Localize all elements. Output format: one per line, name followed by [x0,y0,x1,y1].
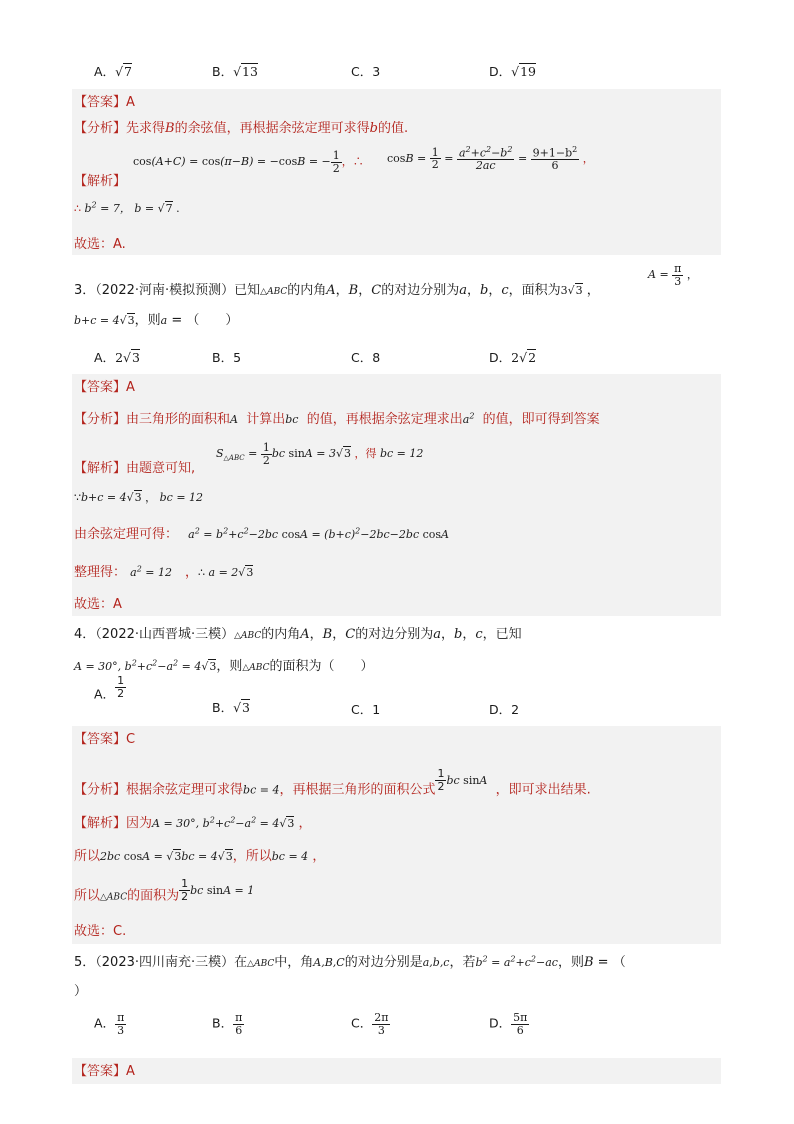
q2-option-b: B．√13 [212,64,258,79]
q3-conclusion: 故选：A [74,597,122,612]
q5-option-c: C． $\frac{2\pi}{3}$ [351,1011,389,1037]
q2-option-d: D．√19 [489,64,537,79]
q2-conclusion: 故选：A. [74,237,126,252]
q2-option-c: C．3 [351,64,381,79]
q5-option-b: B． $\frac{\pi}{6}$ [212,1011,243,1037]
q4-option-d: D．2 [489,702,520,717]
q4-option-a: A． $\frac{1}{2}$ [94,674,125,702]
q4-stem: 4．（2022·山西晋城·三模）△ABC的内角A，B，C的对边分别为a，b，c，已知 [74,627,522,642]
q2-cos-relation: cos(A+C) = cos(π−B) = −cosB = − $\frac{1}{2}$ ，∴ [133,149,364,175]
q3-answer: 【答案】A [74,380,135,395]
q4-so-bc: 所以2bc cosA = √3bc = 4√3，所以bc = 4 ， [74,849,326,864]
q3-cosine-law: 由余弦定理可得： $a^2 = b^2+c^2-2bc$ $\cos A = (b+c)^2-2bc-2bc$ cosA [74,526,449,542]
q4-answer-panel [72,726,721,944]
q4-answer: 【答案】C [74,732,136,747]
q2-answer: 【答案】A [74,95,135,110]
q4-option-b: B．√3 [212,700,250,715]
q3-stem: 3．（2022·河南·模拟预测）已知△ABC的内角A，B，C的对边分别为a，b，c，面积为3√3 ， [74,283,600,298]
q3-area-equation: $S_{\triangle ABC}$ = $\frac{1}{2}$ bc sinA = 3√3 ，得 bc = 12 [216,441,424,467]
q2-option-a: A．√7 [94,64,132,79]
q2-analysis: 【分析】先求得B的余弦值，再根据余弦定理可求得b的值. [74,121,409,136]
q2-cos-b-equation: cosB = $\frac{1}{2}$ = $\frac{a^2+c^2-b^2}{2ac}$ = $\frac{9+1-b^2}{6}$ ， [387,145,594,173]
q5-stem-close: ） [74,984,88,999]
q3-stem-line2: b+c = 4√3，则a = （ ） [74,313,239,328]
q5-answer: 【答案】A [74,1064,135,1079]
q3-option-c: C．8 [351,350,381,365]
q3-simplify: 整理得： $a^2 = 12$ ，∴ a = 2√3 [74,564,254,580]
q3-angle-a: A = $\frac{\pi}{3}$ ， [648,262,698,288]
q5-stem: 5．（2023·四川南充·三模）在△ABC中，角A,B,C的对边分别是a,b,c，若$b^2 = a^2+c^2-ac$，则B = （ [74,954,626,970]
q4-option-c: C．1 [351,702,381,717]
q5-option-d: D． $\frac{5\pi}{6}$ [489,1011,528,1037]
q3-option-a: A．2√3 [94,350,140,365]
q4-analysis: 【分析】根据余弦定理可求得bc = 4，再根据三角形的面积公式 $\frac{1}{2}$ $^{bc sinA}$ ，即可求出结果. [74,767,591,798]
q4-solution: 【解析】因为A = 30°, $b^2+c^2-a^2 = 4√3$ ， [74,815,312,831]
q5-answer-panel [72,1058,721,1084]
q2-solution-tag: 【解析】 [74,174,127,189]
q3-option-d: D．2√2 [489,350,537,365]
q4-conclusion: 故选：C. [74,924,127,939]
q3-given-sum: ∵b+c = 4√3 ， bc = 12 [74,491,204,504]
q3-solution: 【解析】由题意可知, [74,461,196,476]
q3-option-b: B．5 [212,350,242,365]
q5-option-a: A． $\frac{\pi}{3}$ [94,1011,125,1037]
q4-so-area: 所以△ABC的面积为 $\frac{1}{2}$ $^{bc sinA = 1}$ [74,877,255,904]
q4-stem-line2: A = 30°, $b^2+c^2-a^2 = 4√3$，则△ABC的面积为（ ） [74,658,374,674]
q2-result-b: ∴ $b^2 = 7$， b = √7 . [74,200,180,215]
q3-analysis: 【分析】由三角形的面积和A 计算出bc 的值，再根据余弦定理求出$a^2$ 的值，即可得到答案 [74,411,600,427]
